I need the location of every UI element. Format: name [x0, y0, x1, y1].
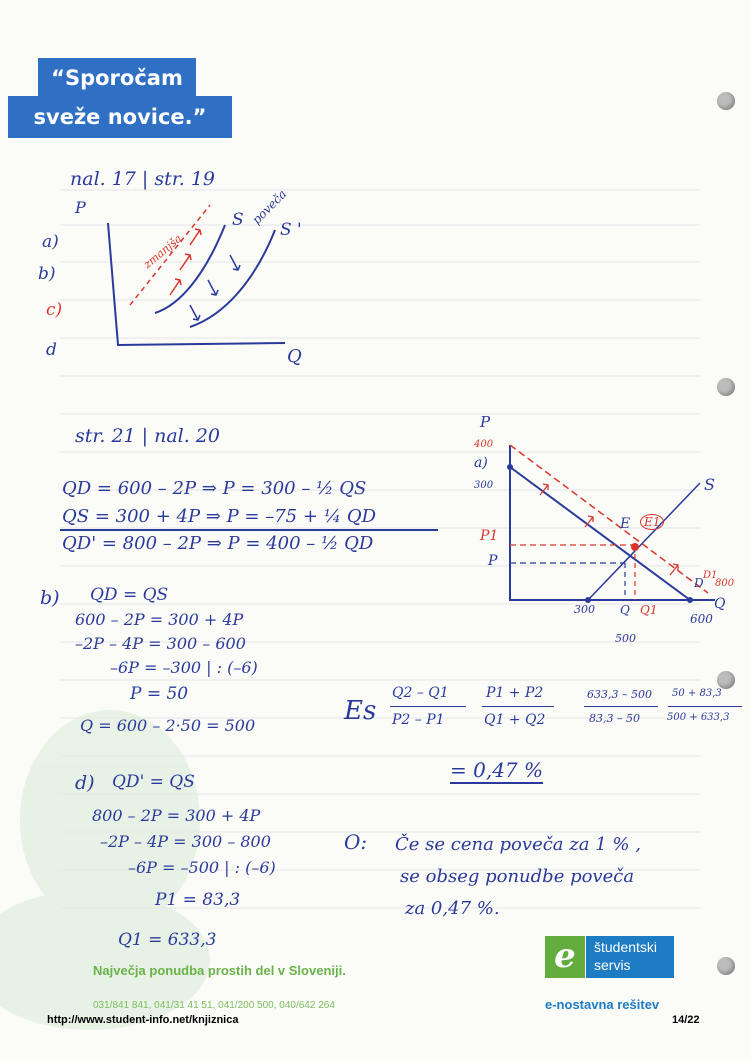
graph2-s: S	[704, 475, 715, 494]
footer-url[interactable]: http://www.student-info.net/knjiznica	[47, 1014, 239, 1026]
elasticity-frac1-num: Q2 – Q1	[392, 685, 449, 701]
elasticity-frac4-bar	[668, 706, 742, 707]
answer-line-1: Če se cena poveča za 1 % ,	[395, 834, 641, 855]
part-d-line: –2P – 4P = 300 – 800	[100, 832, 271, 851]
part-b-line: –2P – 4P = 300 – 600	[75, 634, 246, 653]
part-d-price: P1 = 83,3	[155, 890, 241, 910]
elasticity-frac4-num: 50 + 83,3	[672, 688, 722, 699]
banner-line-1: “Sporočam	[38, 58, 196, 98]
part-d-label: d)	[75, 772, 95, 794]
part-b-line: –6P = –300 | : (–6)	[110, 658, 258, 677]
exercise1-item-a: a)	[42, 232, 59, 252]
part-d-quantity: Q1 = 633,3	[118, 930, 217, 950]
elasticity-frac3-den: 83,3 – 50	[589, 712, 640, 725]
part-d-line: QD' = QS	[112, 772, 195, 792]
graph2-e: E	[620, 516, 631, 532]
exercise1-label-zmanjsa: zmanjša	[141, 231, 185, 272]
footer-tagline: e-nostavna rešitev	[545, 997, 660, 1012]
part-d-line: –6P = –500 | : (–6)	[128, 858, 276, 877]
graph2-e1: E1	[640, 514, 664, 530]
footer-phones: 031/841 841, 041/31 41 51, 041/200 500, 040/642 264	[93, 1000, 335, 1011]
exercise1-label-s: S	[232, 210, 244, 230]
part-b-label: b)	[40, 587, 60, 609]
graph2-a: a)	[474, 455, 488, 471]
exercise1-item-d: d	[46, 340, 57, 360]
part-b-price: P = 50	[130, 684, 189, 704]
demand-shifted-line	[510, 445, 708, 593]
equation-divider	[60, 529, 438, 531]
supply-demand-graph	[470, 415, 740, 630]
graph2-axis-q: Q	[714, 596, 726, 612]
equation-qd1: QD' = 800 – 2P ⇒ P = 400 – ½ QD	[62, 533, 374, 554]
exercise1-axis-q: Q	[287, 346, 302, 367]
part-b-quantity: Q = 600 – 2·50 = 500	[80, 716, 256, 735]
elasticity-frac3-num: 633,3 – 500	[587, 688, 652, 701]
page-number: 14/22	[672, 1014, 700, 1026]
elasticity-frac4-den: 500 + 633,3	[667, 712, 730, 723]
graph2-x600: 600	[690, 612, 713, 626]
graph2-p1: P1	[480, 528, 499, 544]
logo-text-1: študentski	[594, 939, 658, 955]
elasticity-frac2-num: P1 + P2	[486, 685, 544, 701]
graph2-x500: 500	[615, 632, 636, 645]
part-b-line: QD = QS	[90, 585, 169, 605]
binder-hole	[717, 671, 735, 689]
graph2-axis-p: P	[480, 413, 491, 431]
elasticity-frac2-bar	[482, 706, 554, 707]
answer-line-3: za 0,47 %.	[405, 898, 500, 919]
graph2-y300: 300	[474, 480, 494, 491]
equation-qs: QS = 300 + 4P ⇒ P = –75 + ¼ QD	[62, 506, 377, 527]
exercise1-axis-p: P	[75, 198, 86, 217]
studentski-servis-logo-icon: e	[545, 936, 585, 978]
elasticity-frac1-den: P2 – P1	[392, 712, 445, 728]
answer-line-2: se obseg ponudbe poveča	[400, 866, 635, 887]
elasticity-frac2-den: Q1 + Q2	[484, 712, 546, 728]
equation-qd: QD = 600 – 2P ⇒ P = 300 – ½ QS	[62, 478, 367, 499]
elasticity-result: = 0,47 %	[450, 758, 544, 782]
part-d-line: 800 – 2P = 300 + 4P	[92, 806, 261, 825]
binder-hole	[717, 957, 735, 975]
exercise1-label-s1: S '	[280, 220, 302, 240]
graph2-q: Q	[620, 603, 630, 617]
graph2-x300: 300	[574, 603, 595, 616]
graph2-d1: D1	[703, 570, 718, 581]
graph2-y400: 400	[474, 439, 494, 450]
part-b-line: 600 – 2P = 300 + 4P	[75, 610, 244, 629]
exercise1-item-b: b)	[38, 264, 56, 284]
logo-text-2: servis	[594, 957, 631, 973]
binder-hole	[717, 378, 735, 396]
banner-line-2: sveže novice.”	[8, 96, 232, 138]
elasticity-frac1-bar	[390, 706, 466, 707]
graph2-d: D	[694, 576, 704, 590]
binder-hole	[717, 92, 735, 110]
graph2-q1: Q1	[640, 603, 658, 617]
footer-slogan: Največja ponudba prostih del v Sloveniji.	[93, 963, 346, 978]
exercise2-heading: str. 21 | nal. 20	[75, 425, 221, 447]
elasticity-frac3-bar	[584, 706, 658, 707]
graph2-x800: 800	[715, 578, 735, 589]
exercise1-label-poveca: poveča	[249, 186, 290, 228]
graph2-p: P	[488, 553, 498, 569]
exercise1-item-c: c)	[46, 300, 63, 320]
demand-line	[510, 467, 690, 600]
exercise1-heading: nal. 17 | str. 19	[70, 168, 216, 190]
answer-label: O:	[344, 830, 368, 854]
elasticity-symbol: Es	[344, 696, 377, 726]
supply-line	[588, 483, 700, 600]
